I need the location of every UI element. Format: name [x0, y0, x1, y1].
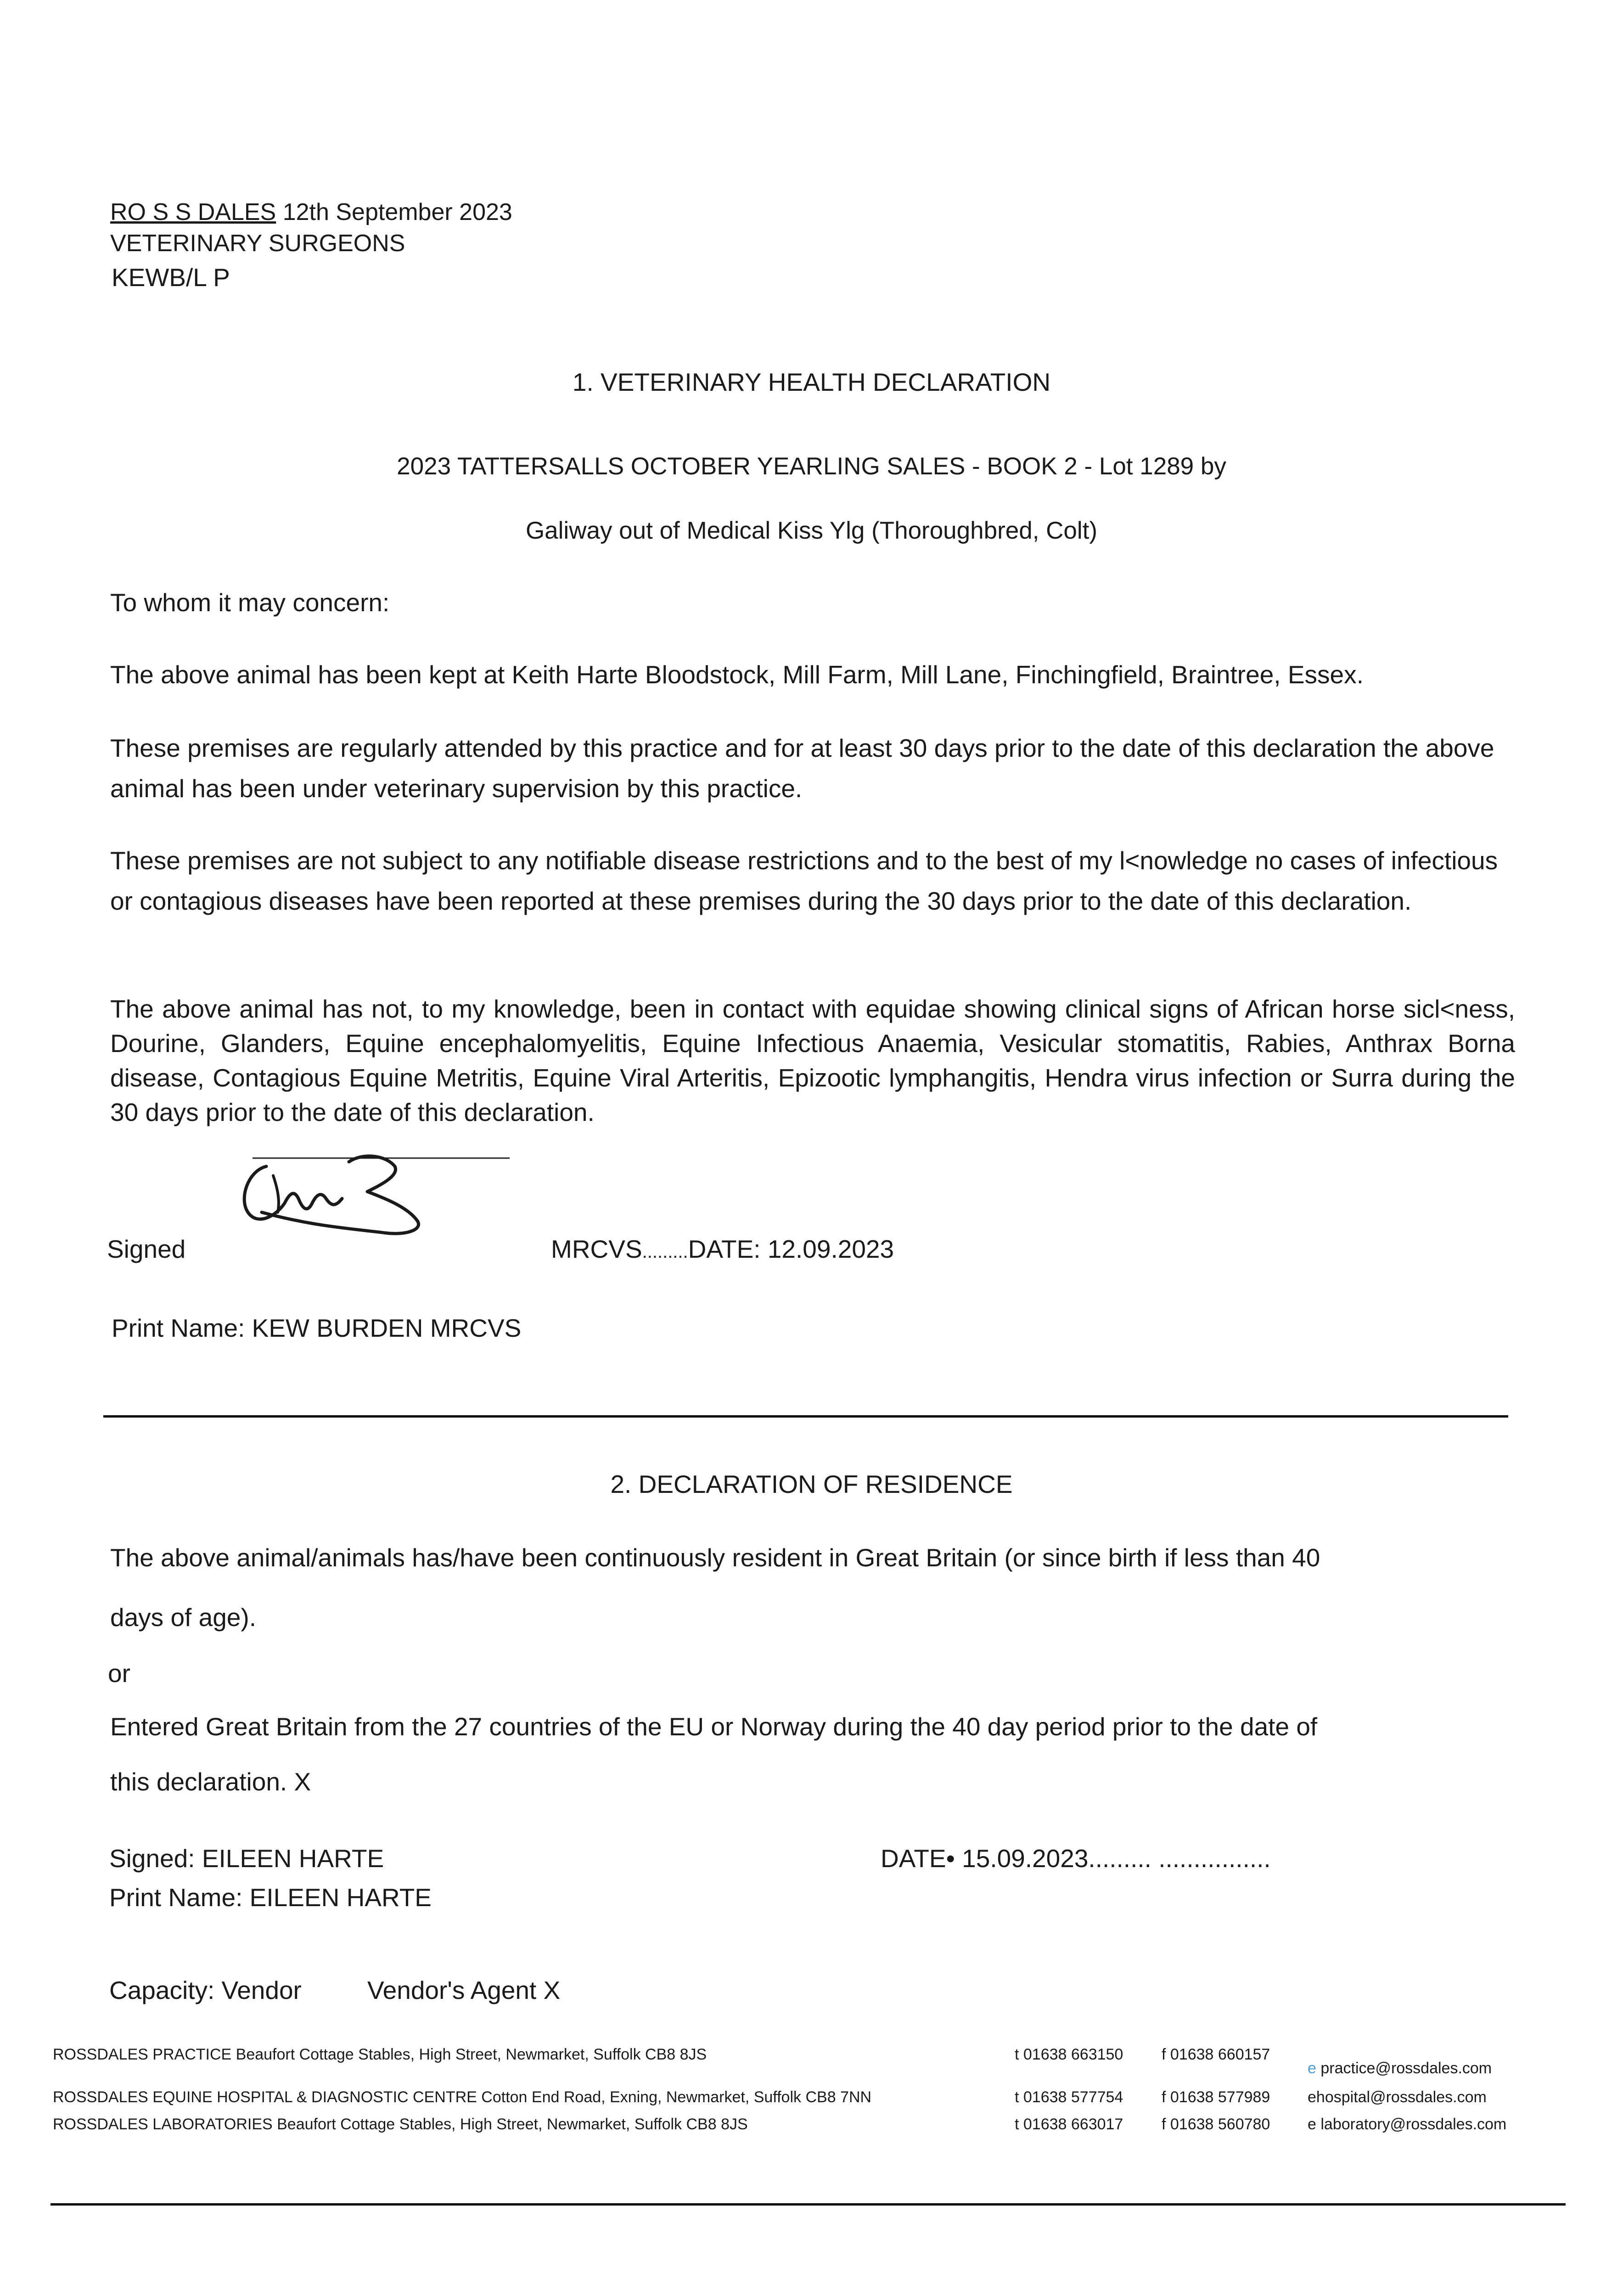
vet-signature-image: [234, 1148, 519, 1240]
vendor-print-name: Print Name: EILEEN HARTE: [109, 1883, 432, 1912]
footer-tel-laboratories: t 01638 663017: [1015, 2116, 1123, 2133]
vendor-signed: Signed: EILEEN HARTE: [109, 1844, 384, 1873]
footer-email-hospital: ehospital@rossdales.com: [1308, 2088, 1487, 2106]
residence-line-2: days of age).: [110, 1603, 256, 1632]
mrcvs-label: MRCVS: [551, 1235, 642, 1263]
para-equidae-contact: The above animal has not, to my knowledge, been in contact with equidae showing clinical signs of African horse sicl<ness, Dourine, Glanders, Equine encephalomyelitis, Equine Infectious Anaemia, Vesicular stomatitis, Rabies, Anthrax Borna disease, Contagious Equine Metritis, Equine Viral Arteritis, Epizootic lymphangitis, Hendra virus infection or Surra during the 30 days prior to the date of this declaration.: [110, 995, 1515, 1126]
section-divider: [103, 1415, 1508, 1418]
capacity-label: Capacity: Vendor: [109, 1976, 302, 2004]
footer-fax-hospital: f 01638 577989: [1162, 2088, 1270, 2106]
residence-line-1: The above animal/animals has/have been continuously resident in Great Britain (or since birth if less than 40: [110, 1543, 1320, 1572]
or-text: or: [108, 1659, 130, 1688]
para-veterinary-supervision: These premises are regularly attended by this practice and for at least 30 days prior to the date of this declaration the above animal has been under veterinary supervision by this practice.: [110, 734, 1494, 803]
sale-line-1: 2023 TATTERSALLS OCTOBER YEARLING SALES - BOOK 2 - Lot 1289 by: [397, 453, 1226, 480]
footer-rule: [51, 2203, 1566, 2206]
footer-org-hospital: ROSSDALES EQUINE HOSPITAL & DIAGNOSTIC CENTRE Cotton End Road, Exning, Newmarket, Suffolk CB8 7NN: [53, 2088, 872, 2106]
section2-title: 2. DECLARATION OF RESIDENCE: [610, 1470, 1013, 1498]
footer-fax-practice: f 01638 660157: [1162, 2046, 1270, 2063]
footer-email-practice-text: practice@rossdales.com: [1320, 2060, 1492, 2077]
footer-email-practice: [1308, 2060, 1492, 2077]
header-date: 12th September 2023: [282, 199, 512, 225]
section1-title: 1. VETERINARY HEALTH DECLARATION: [572, 368, 1051, 396]
email-prefix-e: e: [1308, 2060, 1316, 2077]
residence-line-3: Entered Great Britain from the 27 countries of the EU or Norway during the 40 day period prior to the date of: [110, 1712, 1318, 1741]
mrcvs-dots: .........: [642, 1242, 688, 1262]
salutation: To whom it may concern:: [110, 588, 390, 617]
residence-line-4: this declaration. X: [110, 1767, 311, 1796]
footer-fax-laboratories: f 01638 560780: [1162, 2116, 1270, 2133]
vet-date: DATE: 12.09.2023: [688, 1235, 894, 1263]
footer-org-laboratories: ROSSDALES LABORATORIES Beaufort Cottage Stables, High Street, Newmarket, Suffolk CB8 8JS: [53, 2116, 748, 2133]
signed-label: Signed: [107, 1235, 186, 1263]
para-premises-kept: The above animal has been kept at Keith Harte Bloodstock, Mill Farm, Mill Lane, Finchingfield, Braintree, Essex.: [110, 660, 1364, 689]
vendor-date: DATE• 15.09.2023......... ................: [881, 1844, 1271, 1873]
firm-name: RO S S DALES: [110, 199, 276, 225]
footer-tel-hospital: t 01638 577754: [1015, 2088, 1123, 2106]
reference-code: KEWB/L P: [112, 263, 230, 292]
footer-org-practice: ROSSDALES PRACTICE Beaufort Cottage Stables, High Street, Newmarket, Suffolk CB8 8JS: [53, 2046, 707, 2063]
footer-email-laboratories: e laboratory@rossdales.com: [1308, 2116, 1507, 2133]
sale-line-2: Galiway out of Medical Kiss Ylg (Thoroughbred, Colt): [525, 517, 1098, 544]
vet-print-name: Print Name: KEW BURDEN MRCVS: [112, 1314, 522, 1342]
para-disease-restrictions: These premises are not subject to any notifiable disease restrictions and to the best of my l<nowledge no cases of infectious or contagious diseases have been reported at these premises during the 30 days prior to the date of this declaration.: [110, 846, 1498, 915]
letterhead-line: [110, 198, 512, 226]
letterhead-subtitle: VETERINARY SURGEONS: [110, 230, 405, 257]
capacity-agent: Vendor's Agent X: [367, 1976, 561, 2004]
mrcvs-date-line: [551, 1234, 894, 1264]
footer-tel-practice: t 01638 663150: [1015, 2046, 1123, 2063]
